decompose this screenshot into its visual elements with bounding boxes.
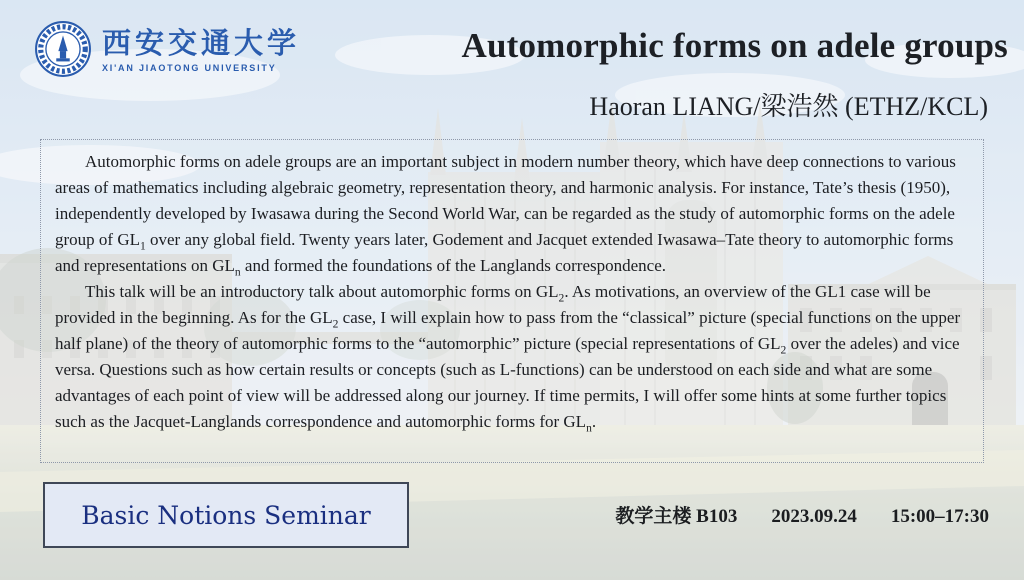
event-info (615, 501, 989, 528)
seminar-name-box (43, 482, 409, 548)
page-title: Automorphic forms on adele groups (461, 26, 1008, 65)
speaker-name: Haoran LIANG/梁浩然 (ETHZ/KCL) (589, 92, 988, 121)
event-date: 2023.09.24 (771, 506, 857, 527)
abstract-paragraph: Automorphic forms on adele groups are an important subject in modern number theory, which have deep connections to various areas of mathematics including algebraic geometry, representation theory, and harmonic analysis. For instance, Tate’s thesis (1950), independently developed by Iwasawa during the Second World War, can be regarded as the study of automorphic forms on the adele group of $GL_1$ over any global field. Twenty years later, Godement and Jacquet extended Iwasawa–Tate theory to automorphic forms and representations on $GL_n$ and formed the foundations of the Langlands correspondence. (55, 152, 956, 279)
event-time: 15:00–17:30 (890, 506, 989, 527)
seminar-name-label: Basic Notions Seminar (81, 500, 371, 530)
abstract-box (40, 139, 984, 463)
abstract-paragraph: This talk will be an introductory talk about automorphic forms on $GL_2$. As motivations, an overview of the GL1 case will be provided in the beginning. As for the $GL_2$ case, I will explain how to pass from the “classical” picture (special functions on the upper half plane) of the theory of automorphic forms to the “automorphic” picture (special representations of $GL_2$ over the adeles) and vice versa. Questions such as how certain results or concepts (such as L-functions) can be understood on each side and what are some advantages of each point of view will be addressed along our journey. If time permits, I will offer some hints at some further topics such as the Jacquet-Langlands correspondence and automorphic forms for $GL_n$. (55, 282, 961, 435)
event-venue: 教学主楼 B103 (615, 506, 738, 527)
university-logo (34, 20, 300, 78)
logo-chinese-name: 西安交通大学 (102, 26, 301, 60)
university-emblem-icon (34, 20, 92, 78)
logo-english-name: XI'AN JIAOTONG UNIVERSITY (102, 63, 277, 73)
